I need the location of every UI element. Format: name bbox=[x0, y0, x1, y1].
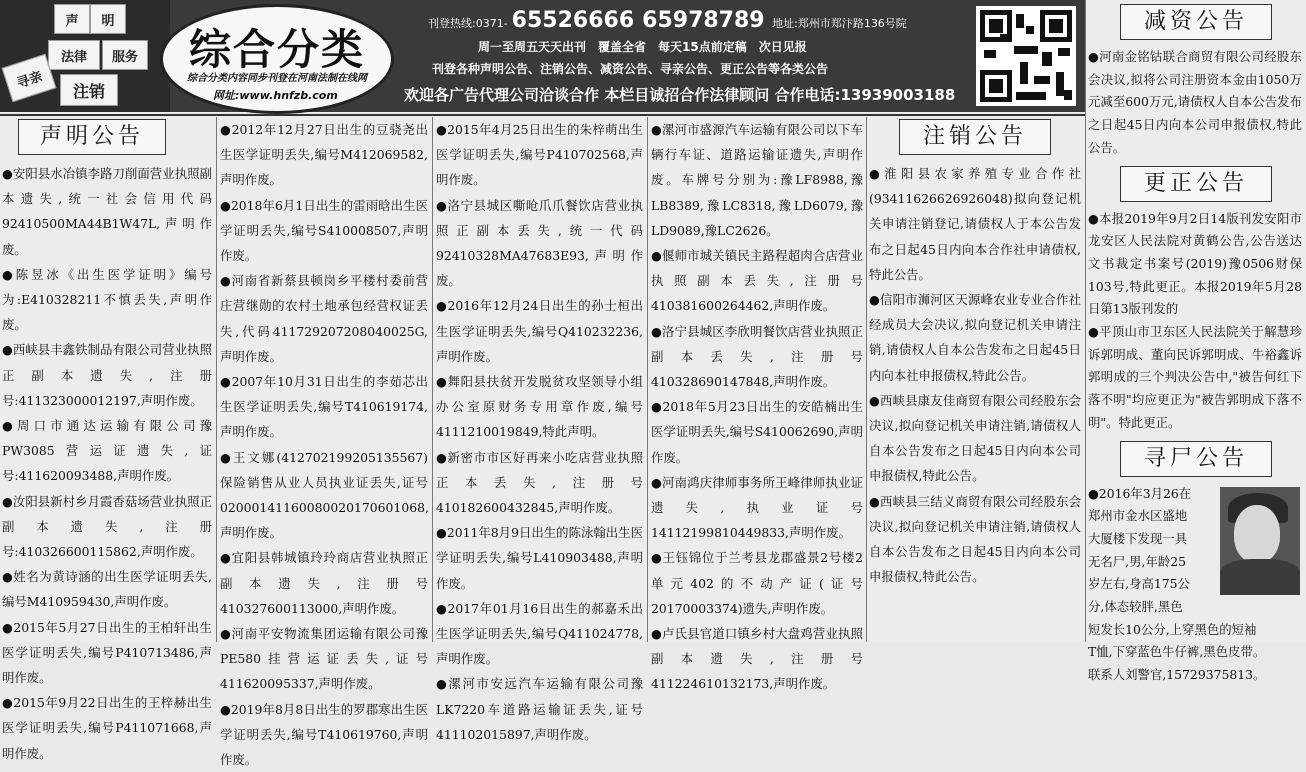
service-types-text: 刊登各种声明公告、注销公告、减资公告、寻亲公告、更正公告等各类公告 bbox=[432, 62, 829, 76]
notice-item: ●淮阳县农家养殖专业合作社(93411626626926048)拟向登记机关申请注销登记,请债权人于本公告发布之日起45日内向本合作社申请债权,特此公告。 bbox=[869, 166, 1081, 282]
logo-cube-sheng: 声 bbox=[54, 4, 90, 34]
section-title-jianzi: 减资公告 bbox=[1120, 4, 1272, 40]
notice-item: ●漯河市盛源汽车运输有限公司以下车辆行车证、道路运输证遗失,声明作废。车牌号分别为:豫LF8988,豫LB8389,豫LC8318,豫LD6079,豫LD9089,豫LC2626。 bbox=[651, 122, 863, 238]
notice-item: ●平顶山市卫东区人民法院关于解慧珍诉郭明成、董向民诉郭明成、牛裕鑫诉郭明成的三个判决公告中,"被告何红下落不明"均应更正为"被告郭明成下落不明"。特此更正。 bbox=[1088, 324, 1302, 430]
notice-item: ●河南金铭钴联合商贸有限公司经股东会决议,拟将公司注册资本金由1050万元减至600万元,请债权人自本公告发布之日起45日内向本公司申报债权,特此公告。 bbox=[1088, 49, 1302, 155]
notice-item: ●河南鸿庆律师事务所王峰律师执业证遗失,执业证号14112199810449833,声明作废。 bbox=[651, 474, 863, 541]
notice-item: ●2016年12月24日出生的孙士桓出生医学证明丢失,编号Q410232236,声明作废。 bbox=[436, 298, 643, 364]
notice-line: 短发长10公分,上穿黑色的短袖 bbox=[1088, 621, 1257, 637]
cooperation-text: 欢迎各广告代理公司洽谈合作 本栏目诚招合作法律顾问 合作电话:13939003188 bbox=[404, 86, 956, 104]
column-divider bbox=[866, 117, 867, 642]
notice-item: ●洛宁县城区李欣明餐饮店营业执照正副本丢失,注册号410328690147848,声明作废。 bbox=[651, 323, 863, 390]
notice-item: ●2017年01月16日出生的郝嘉禾出生医学证明丢失,编号Q411024778,声明作废。 bbox=[436, 600, 643, 667]
column-subtitle: 综合分类内容同步刊登在河南法制在线网 bbox=[187, 73, 367, 84]
column-4 bbox=[651, 117, 863, 692]
notice-item: ●信阳市浉河区天源峰农业专业合作社经成员大会决议,拟向登记机关申请注销,请债权人自本公告发布之日起45日内向本社申报债权,特此公告。 bbox=[869, 292, 1081, 383]
column-2 bbox=[220, 117, 429, 768]
deceased-photo bbox=[1220, 487, 1300, 595]
notice-item: ●河南省新蔡县顿岗乡平楼村委前营庄营继勋的农村土地承包经营权证丢失,代码411729207208040025G,声明作废。 bbox=[220, 273, 428, 364]
notice-item: ●王文娜(412702199205135567)保险销售从业人员执业证丢失,证号02000141160080020170601068,声明作废。 bbox=[220, 449, 429, 541]
notice-item: ●2015年5月27日出生的王柏轩出生医学证明丢失,编号P410713486,声明作废。 bbox=[2, 619, 212, 686]
notice-item: ●2019年8月8日出生的罗郡寒出生医学证明丢失,编号T410619760,声明作废。 bbox=[220, 701, 428, 768]
logo-cube-ming: 明 bbox=[90, 4, 126, 34]
hotline-phone-1: 65526666 bbox=[511, 8, 635, 33]
hotline-phone-2: 65978789 bbox=[642, 8, 765, 33]
header-banner bbox=[0, 0, 1085, 112]
section-title-zhuxiao: 注销公告 bbox=[899, 119, 1051, 155]
schedule-text: 周一至周五天天出刊 覆盖全省 每天15点前定稿 次日见报 bbox=[478, 40, 807, 54]
address-text: 地址:郑州市郑汴路136号院 bbox=[772, 17, 907, 30]
notice-item: ●舞阳县扶贫开发脱贫攻坚领导小组办公室原财务专用章作废,编号4111210019849,特此声明。 bbox=[436, 374, 643, 440]
column-title: 综合分类 bbox=[188, 25, 365, 74]
notice-line: 郑州市金水区盛地 bbox=[1088, 508, 1188, 524]
notice-item: ●宜阳县韩城镇玲玲商店营业执照正副本遗失,注册号410327600113000,声明作废。 bbox=[220, 550, 428, 616]
notice-line: 无名尸,男,年龄25 bbox=[1088, 553, 1186, 569]
notice-item: ●2012年12月27日出生的豆骁尧出生医学证明丢失,编号M412069582,声明作废。 bbox=[220, 122, 428, 188]
notice-item: ●王钰锦位于兰考县龙郡盛景2号楼2单元402的不动产证(证号20170003374)遗失,声明作废。 bbox=[651, 550, 863, 616]
hotline-row bbox=[428, 8, 907, 33]
notice-item: ●2011年8月9日出生的陈泳翰出生医学证明丢失,编号L410903488,声明作废。 bbox=[436, 525, 643, 591]
notice-item: ●2015年9月22日出生的王梓赫出生医学证明丢失,编号P411071668,声明作废。 bbox=[2, 695, 212, 761]
column-title-badge bbox=[160, 4, 394, 114]
notice-item: ●新密市市区好再来小吃店营业执照正本丢失,注册号410182600432845,声明作废。 bbox=[436, 449, 643, 516]
notice-item: ●西峡县三结义商贸有限公司经股东会决议,拟向登记机关申请注销,请债权人自本公告发布之日起45日内向本公司申报债权,特此公告。 bbox=[869, 493, 1081, 585]
section-title-shengming: 声明公告 bbox=[18, 119, 166, 155]
section-title-gengzheng: 更正公告 bbox=[1120, 166, 1272, 202]
notice-item: ●卢氏县官道口镇乡村大盘鸡营业执照副本遗失,注册号411224610132173,声明作废。 bbox=[651, 626, 863, 692]
logo-cube-zhuxiao: 注销 bbox=[60, 74, 118, 106]
column-3 bbox=[436, 117, 643, 742]
logo-cubes-illustration bbox=[0, 0, 170, 112]
website-text: 网址:www.hnfzb.com bbox=[213, 89, 338, 102]
notice-line: 分,体态较胖,黑色 bbox=[1088, 599, 1183, 615]
notice-item: ●2015年4月25日出生的朱梓萌出生医学证明丢失,编号P410702568,声明作废。 bbox=[436, 122, 643, 188]
notice-item: ●2018年5月23日出生的安皓楠出生医学证明丢失,编号S410062690,声明作废。 bbox=[651, 399, 863, 465]
notice-item: ●汝阳县新村乡月霞香菇场营业执照正副本遗失,注册号:410326600115862,声明作废。 bbox=[2, 493, 212, 560]
notice-line: 大厦楼下发现一具 bbox=[1088, 530, 1188, 546]
notice-item: ●姓名为黄诗涵的出生医学证明丢失,编号M410959430,声明作废。 bbox=[2, 569, 212, 610]
notice-item: ●河南平安物流集团运输有限公司豫PE580挂营运证丢失,证号411620095337,声明作废。 bbox=[220, 626, 428, 692]
notice-item: ●偃师市城关镇民主路程超肉合店营业执照副本丢失,注册号410381600264462,声明作废。 bbox=[651, 248, 863, 314]
column-right bbox=[1088, 2, 1302, 683]
column-shengming bbox=[2, 117, 212, 761]
notice-item: ●陈昱冰《出生医学证明》编号为:E410328211不慎丢失,声明作废。 bbox=[2, 266, 212, 333]
xunshi-notice bbox=[1088, 483, 1302, 687]
logo-cube-fuwu: 服务 bbox=[102, 40, 148, 70]
notice-item: ●本报2019年9月2日14版刊发安阳市龙安区人民法院对黄鹤公告,公告送达文书裁定书案号(2019)豫0506财保103号,特此更正。本报2019年5月28日第13版刊发的 bbox=[1088, 210, 1302, 317]
logo-cube-xunqin: 寻亲 bbox=[2, 54, 57, 102]
notice-item: ●2007年10月31日出生的李茹芯出生医学证明丢失,编号T410619174,声明作废。 bbox=[220, 374, 428, 440]
column-divider bbox=[1085, 0, 1086, 642]
column-zhuxiao bbox=[869, 117, 1081, 642]
notice-line: 联系人刘警官,15729375813。 bbox=[1088, 667, 1266, 683]
notice-item: ●洛宁县城区嘶呛爪爪餐饮店营业执照正副本丢失,统一代码92410328MA47683E93,声明作废。 bbox=[436, 197, 643, 289]
notice-item: ●西峡县丰鑫铁制品有限公司营业执照正副本遗失,注册号:411323000012197,声明作废。 bbox=[2, 342, 212, 408]
notice-line: 岁左右,身高175公 bbox=[1088, 576, 1190, 592]
notice-line: ●2016年3月26在 bbox=[1088, 485, 1192, 501]
column-divider bbox=[216, 117, 217, 642]
qr-code-icon bbox=[976, 6, 1076, 106]
notice-item: ●2018年6月1日出生的雷雨晗出生医学证明丢失,编号S410008507,声明作废。 bbox=[220, 197, 428, 264]
section-title-xunshi: 寻尸公告 bbox=[1120, 441, 1272, 477]
hotline-label: 刊登热线:0371- bbox=[428, 17, 508, 30]
notice-line: T恤,下穿蓝色牛仔裤,黑色皮带。 bbox=[1088, 644, 1266, 660]
notice-item: ●周口市通达运输有限公司豫PW3085营运证遗失,证号:411620093488,声明作废。 bbox=[2, 418, 212, 484]
notice-item: ●安阳县水冶镇李路刀削面营业执照副本遗失,统一社会信用代码92410500MA44B1W47L,声明作废。 bbox=[2, 166, 212, 257]
column-divider bbox=[647, 117, 648, 642]
header-divider bbox=[0, 114, 1085, 116]
logo-cube-falv: 法律 bbox=[48, 40, 100, 70]
notice-item: ●漯河市安远汽车运输有限公司豫LK7220车道路运输证丢失,证号411102015897,声明作废。 bbox=[436, 676, 643, 742]
notice-item: ●西峡县康友佳商贸有限公司经股东会决议,拟向登记机关申请注销,请债权人自本公告发布之日起45日内向本公司申报债权,特此公告。 bbox=[869, 392, 1081, 484]
column-divider bbox=[432, 117, 433, 642]
